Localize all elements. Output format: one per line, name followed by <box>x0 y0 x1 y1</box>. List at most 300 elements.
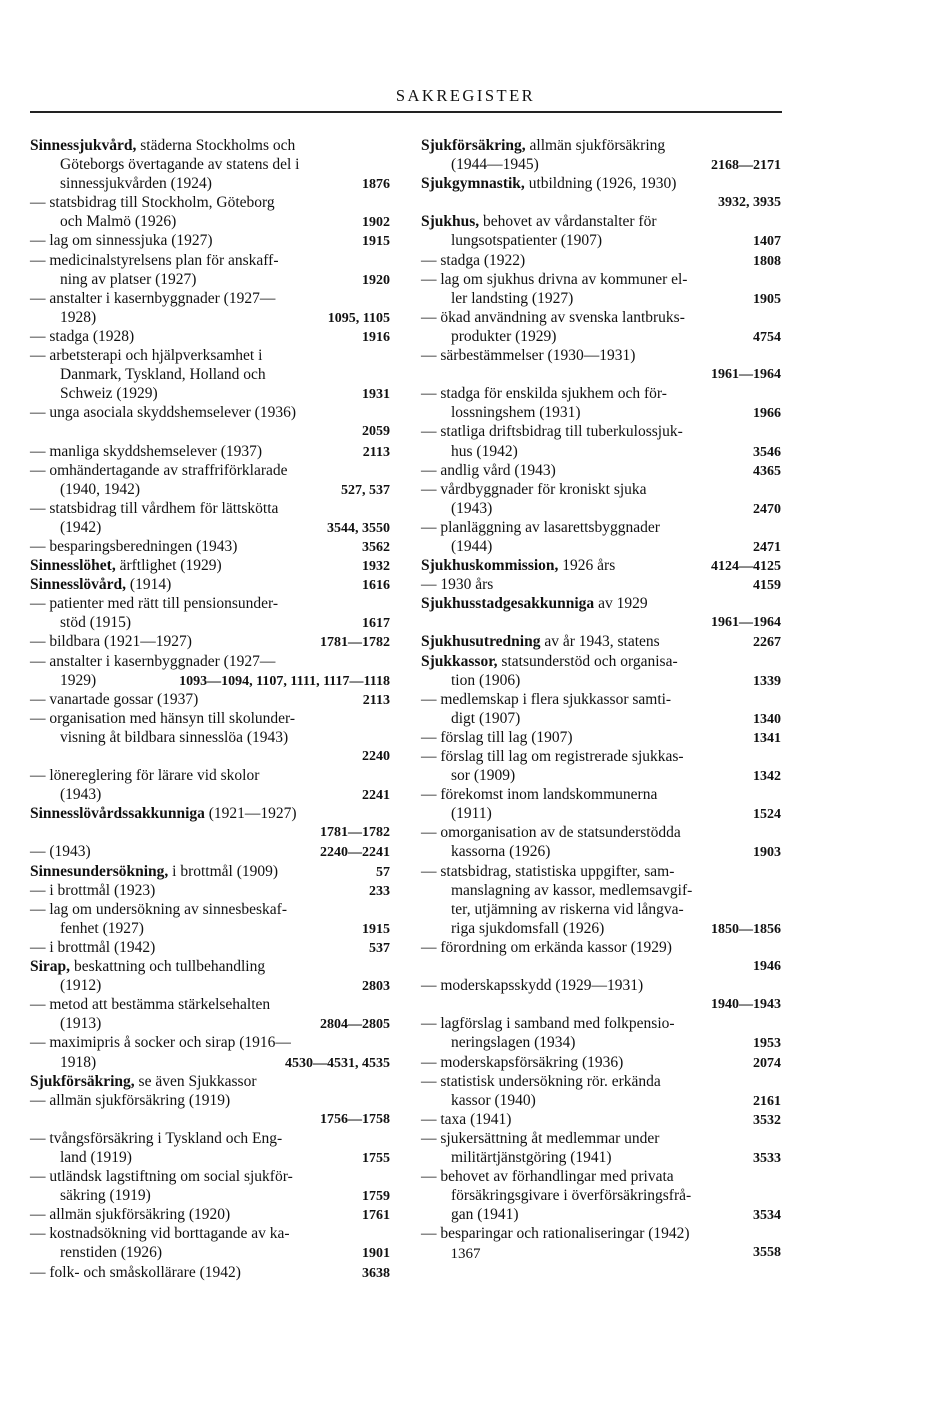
page-reference: 2074 <box>753 1055 781 1071</box>
entry-description: — 1930 års <box>421 576 494 594</box>
entry-description: ärftlighet (1929) <box>115 557 222 575</box>
index-entry <box>30 1072 390 1091</box>
index-line <box>421 957 781 976</box>
index-entry <box>421 690 781 728</box>
index-line <box>421 1186 781 1205</box>
index-line <box>30 1091 390 1110</box>
entry-text <box>30 442 262 461</box>
index-entry <box>30 652 390 690</box>
entry-text <box>60 155 299 174</box>
index-line <box>421 747 781 766</box>
index-entry <box>30 442 390 461</box>
index-line <box>421 251 781 270</box>
entry-description: manslagning av kassor, medlemsavgif- <box>451 881 693 899</box>
index-line <box>30 1263 390 1282</box>
index-entry <box>30 900 390 938</box>
index-line <box>421 766 781 785</box>
page-reference: 1781—1782 <box>320 825 390 841</box>
entry-text <box>30 461 288 480</box>
page-reference: 1961—1964 <box>711 615 781 631</box>
entry-description: — utländsk lagstiftning om social sjukför- <box>30 1168 293 1186</box>
entry-description: allmän sjukförsäkring <box>525 137 666 154</box>
entry-text <box>30 632 192 651</box>
index-entry <box>421 747 781 785</box>
entry-description: — förslag till lag om registrerade sjukkas- <box>421 748 684 765</box>
page-reference: 1931 <box>362 387 390 403</box>
index-entry <box>30 575 390 594</box>
entry-description: — lagförslag i samband med folkpensio- <box>421 1015 675 1033</box>
index-line <box>421 1148 781 1167</box>
entry-text <box>451 499 492 518</box>
index-line <box>30 422 390 441</box>
page-reference: 1915 <box>362 921 390 937</box>
index-entry <box>421 384 781 422</box>
entry-text <box>421 1053 623 1072</box>
index-entry <box>421 1014 781 1052</box>
index-line <box>30 900 390 919</box>
index-line <box>421 900 781 919</box>
page-reference: 1940—1943 <box>711 997 781 1013</box>
entry-description: 1929) <box>60 671 97 689</box>
index-line <box>30 365 390 384</box>
index-line <box>421 1167 781 1186</box>
index-entry <box>30 766 390 804</box>
index-line <box>421 976 781 995</box>
entry-description: — lag om sjukhus drivna av kommuner el- <box>421 270 688 288</box>
index-line <box>421 308 781 327</box>
entry-description: — statsbidrag till Stockholm, Göteborg <box>30 194 275 212</box>
index-line <box>421 690 781 709</box>
entry-description: sinnessjukvården (1924) <box>60 175 212 193</box>
entry-description: — bildbara (1921—1927) <box>30 633 192 651</box>
entry-description: ler landsting (1927) <box>451 289 574 307</box>
entry-text <box>60 976 101 995</box>
page-reference: 4754 <box>753 329 781 345</box>
index-line <box>421 193 781 212</box>
index-entry <box>30 537 390 556</box>
index-entry <box>421 632 781 651</box>
index-line <box>421 537 781 556</box>
entry-description: lossningshem (1931) <box>451 404 581 422</box>
page-reference: 4365 <box>753 463 781 479</box>
entry-text <box>60 1053 96 1072</box>
entry-description: — taxa (1941) <box>421 1110 512 1128</box>
index-line <box>30 289 390 308</box>
index-line <box>421 346 781 365</box>
entry-text <box>30 1033 291 1052</box>
index-entry <box>421 136 781 174</box>
entry-description: 1926 års <box>558 557 616 575</box>
headword: Sjukhus, <box>421 213 480 231</box>
index-line <box>30 823 390 842</box>
index-line <box>421 804 781 823</box>
index-line <box>30 155 390 174</box>
entry-text <box>451 1091 536 1110</box>
index-entry <box>30 709 390 766</box>
entry-text <box>421 652 678 671</box>
entry-text <box>60 1186 151 1205</box>
index-line <box>30 995 390 1014</box>
entry-description: ter, utjämning av riskerna vid långva- <box>451 900 684 918</box>
entry-text <box>30 1167 293 1186</box>
index-entry <box>421 556 781 575</box>
headword: Sjukförsäkring, <box>30 1072 135 1090</box>
page-reference: 2059 <box>362 424 390 440</box>
page-reference: 57 <box>376 864 390 880</box>
entry-description: — vårdbyggnader för kroniskt sjuka <box>421 480 647 498</box>
entry-text <box>60 212 176 231</box>
entry-text <box>30 193 275 212</box>
index-line <box>30 976 390 995</box>
index-entry <box>30 1129 390 1167</box>
index-entry <box>421 1072 781 1110</box>
entry-description: — förslag till lag (1907) <box>421 728 573 746</box>
page-reference: 1850—1856 <box>711 921 781 937</box>
entry-text <box>421 1224 690 1243</box>
entry-description: (1912) <box>60 977 102 995</box>
page-reference: 4124—4125 <box>711 559 781 575</box>
index-entry <box>30 995 390 1033</box>
entry-text <box>421 1014 675 1033</box>
entry-description: — planläggning av lasarettsbyggnader <box>421 518 660 536</box>
index-line <box>421 1072 781 1091</box>
index-entry <box>30 251 390 289</box>
entry-text <box>451 289 573 308</box>
index-line <box>30 442 390 461</box>
page-reference: 1903 <box>753 845 781 861</box>
index-line <box>421 881 781 900</box>
entry-text <box>421 1072 661 1091</box>
entry-text <box>421 518 660 537</box>
index-line <box>30 1129 390 1148</box>
index-line <box>421 938 781 957</box>
index-entry <box>421 308 781 346</box>
entry-text <box>451 403 581 422</box>
entry-description: av år 1943, statens <box>540 633 660 651</box>
index-entry <box>421 422 781 460</box>
entry-text <box>30 537 237 556</box>
entry-text <box>30 1072 256 1091</box>
headword: Sjukhusutredning <box>421 633 541 651</box>
entry-text <box>451 537 492 556</box>
headword: Sinnessjukvård, <box>30 137 137 154</box>
index-line <box>421 270 781 289</box>
index-line <box>30 804 390 823</box>
entry-description: av 1929 <box>594 595 648 613</box>
entry-description: (1943) <box>451 499 493 517</box>
entry-text <box>451 1205 519 1224</box>
index-entry <box>30 136 390 193</box>
entry-description: — metod att bestämma stärkelsehalten <box>30 996 271 1014</box>
entry-description: — förekomst inom landskommunerna <box>421 786 658 804</box>
index-line <box>421 919 781 938</box>
index-line <box>421 632 781 651</box>
entry-text <box>421 346 635 365</box>
index-line <box>30 957 390 976</box>
index-line <box>30 1186 390 1205</box>
page-reference: 1961—1964 <box>711 367 781 383</box>
index-entry <box>421 862 781 938</box>
entry-description: — moderskapsskydd (1929—1931) <box>421 977 644 995</box>
index-entry <box>421 1167 781 1224</box>
entry-text <box>421 575 493 594</box>
entry-description: — unga asociala skyddshemselever (1936) <box>30 404 297 422</box>
headword: Sjukgymnastik, <box>421 175 525 193</box>
index-line <box>30 480 390 499</box>
entry-text <box>451 842 550 861</box>
entry-text <box>30 556 222 575</box>
index-line <box>30 862 390 881</box>
index-line <box>421 785 781 804</box>
entry-text <box>30 594 278 613</box>
entry-description: lungsotspatienter (1907) <box>451 232 603 250</box>
index-entry <box>30 1167 390 1205</box>
index-entry <box>30 1033 390 1071</box>
index-line <box>30 785 390 804</box>
index-line <box>30 308 390 327</box>
index-entry <box>30 1205 390 1224</box>
index-entry <box>421 976 781 1014</box>
header-rule <box>30 111 782 113</box>
entry-text <box>421 690 671 709</box>
entry-text <box>30 1091 230 1110</box>
entry-description: — i brottmål (1942) <box>30 938 156 956</box>
index-entry <box>421 346 781 384</box>
index-line <box>30 1167 390 1186</box>
entry-description: se även Sjukkassor <box>134 1072 257 1090</box>
index-line <box>30 1014 390 1033</box>
entry-text <box>451 804 492 823</box>
entry-description: — statsbidrag till vårdhem för lättskötta <box>30 499 279 517</box>
index-line <box>30 632 390 651</box>
entry-text <box>451 155 539 174</box>
page-reference: 2240—2241 <box>320 845 390 861</box>
index-entry <box>421 212 781 250</box>
headword: Sinnesundersökning, <box>30 862 169 880</box>
page-reference: 3638 <box>362 1265 390 1281</box>
page-reference: 1901 <box>362 1246 390 1262</box>
entry-text <box>421 862 674 881</box>
page-reference: 1953 <box>753 1036 781 1052</box>
page-reference: 1916 <box>362 329 390 345</box>
entry-description: kassorna (1926) <box>451 843 551 861</box>
entry-description: — andlig vård (1943) <box>421 461 556 479</box>
page-reference: 1808 <box>753 253 781 269</box>
index-entry <box>30 957 390 995</box>
index-entry <box>30 690 390 709</box>
entry-text <box>421 136 665 155</box>
index-entry <box>30 804 390 842</box>
index-line <box>421 499 781 518</box>
entry-description: — statistisk undersökning rör. erkända <box>421 1072 661 1090</box>
index-line <box>30 652 390 671</box>
entry-text <box>421 1110 511 1129</box>
page-reference: 2113 <box>362 444 390 460</box>
index-entry <box>421 1129 781 1167</box>
index-line <box>30 270 390 289</box>
page-reference: 1342 <box>753 769 781 785</box>
index-line <box>30 1205 390 1224</box>
entry-text <box>30 881 155 900</box>
index-line <box>30 1072 390 1091</box>
entry-description: beskattning och tullbehandling <box>70 958 266 976</box>
page-reference: 1339 <box>753 673 781 689</box>
entry-description: (1942) <box>60 518 102 536</box>
headword: Sjukhuskommission, <box>421 557 559 575</box>
entry-text <box>421 308 685 327</box>
entry-description: visning åt bildbara sinnesslöa (1943) <box>60 728 289 746</box>
index-entry <box>421 480 781 518</box>
index-line <box>30 193 390 212</box>
index-entry <box>30 193 390 231</box>
index-line <box>30 1110 390 1129</box>
entry-text <box>30 251 279 270</box>
page-reference: 2804—2805 <box>320 1017 390 1033</box>
index-line <box>30 747 390 766</box>
index-line <box>30 461 390 480</box>
index-line <box>30 212 390 231</box>
index-line <box>421 709 781 728</box>
entry-description: militärtjänstgöring (1941) <box>451 1148 612 1166</box>
index-entry <box>30 556 390 575</box>
index-line <box>30 881 390 900</box>
page-reference: 1617 <box>362 616 390 632</box>
entry-text <box>421 1167 674 1186</box>
page-reference: 2470 <box>753 501 781 517</box>
entry-description: — folk- och småskollärare (1942) <box>30 1263 241 1281</box>
index-line <box>30 327 390 346</box>
entry-description: 1928) <box>60 308 97 326</box>
entry-description: — (1943) <box>30 843 91 861</box>
index-line <box>30 556 390 575</box>
entry-description: 1918) <box>60 1053 97 1071</box>
entry-text <box>30 690 198 709</box>
entry-text <box>421 384 667 403</box>
entry-description: — sjukersättning åt medlemmar under <box>421 1129 660 1147</box>
entry-description: (1940, 1942) <box>60 480 141 498</box>
index-line <box>30 938 390 957</box>
entry-text <box>451 709 520 728</box>
entry-text <box>60 308 96 327</box>
page-reference: 1920 <box>362 272 390 288</box>
index-entry <box>421 575 781 594</box>
entry-description: — vanartade gossar (1937) <box>30 690 199 708</box>
entry-description: tion (1906) <box>451 671 521 689</box>
entry-description: land (1919) <box>60 1148 132 1166</box>
entry-description: — arbetsterapi och hjälpverksamhet i <box>30 347 263 365</box>
page-reference: 1759 <box>362 1189 390 1205</box>
page-reference: 3562 <box>362 539 390 555</box>
entry-text <box>451 231 602 250</box>
entry-text <box>451 442 518 461</box>
page-reference: 2113 <box>362 692 390 708</box>
entry-description: (1943) <box>60 786 102 804</box>
index-entry <box>30 862 390 881</box>
index-entry <box>421 652 781 690</box>
index-line <box>30 403 390 422</box>
entry-description: stöd (1915) <box>60 614 132 632</box>
entry-text <box>30 327 134 346</box>
index-line <box>30 384 390 403</box>
index-line <box>421 862 781 881</box>
index-line <box>30 671 390 690</box>
entry-description: utbildning (1926, 1930) <box>524 175 677 193</box>
entry-text <box>30 804 297 823</box>
entry-description: — ökad användning av svenska lantbruks- <box>421 308 685 326</box>
headword: Sinnesslövårdssakkunniga <box>30 805 205 823</box>
page-reference: 3533 <box>753 1150 781 1166</box>
index-entry <box>30 632 390 651</box>
index-entry <box>30 594 390 632</box>
entry-description: — medicinalstyrelsens plan för anskaff- <box>30 251 279 269</box>
index-line <box>421 231 781 250</box>
entry-text <box>60 480 140 499</box>
entry-description: — i brottmål (1923) <box>30 881 156 899</box>
entry-text <box>30 499 278 518</box>
entry-text <box>60 270 196 289</box>
page-reference: 4159 <box>753 578 781 594</box>
entry-description: produkter (1929) <box>451 327 557 345</box>
entry-text <box>30 1205 230 1224</box>
index-line <box>421 422 781 441</box>
index-entry <box>421 174 781 212</box>
entry-description: — förordning om erkända kassor (1929) <box>421 938 672 956</box>
entry-text <box>30 403 296 422</box>
entry-text <box>421 556 615 575</box>
entry-text <box>451 766 515 785</box>
entry-text <box>30 957 265 976</box>
index-line <box>421 1110 781 1129</box>
page-reference: 1915 <box>362 234 390 250</box>
entry-description: Göteborgs övertagande av statens del i <box>60 156 300 174</box>
index-line <box>421 671 781 690</box>
entry-description: och Malmö (1926) <box>60 213 177 231</box>
entry-description: — statsbidrag, statistiska uppgifter, sam- <box>421 862 675 880</box>
index-line <box>421 823 781 842</box>
entry-text <box>421 1129 659 1148</box>
page-reference: 2240 <box>362 749 390 764</box>
page-reference: 537 <box>369 940 390 956</box>
entry-text <box>60 728 288 747</box>
entry-text <box>30 652 275 671</box>
page-reference: 2803 <box>362 979 390 995</box>
index-entry <box>30 1263 390 1282</box>
entry-description: (1944—1945) <box>451 156 539 174</box>
index-entry <box>421 938 781 976</box>
index-line <box>421 594 781 613</box>
index-line <box>421 995 781 1014</box>
index-line <box>30 1053 390 1072</box>
index-entry <box>30 346 390 403</box>
entry-description: (1914) <box>126 576 172 594</box>
page-reference: 1093—1094, 1107, 1111, 1117—1118 <box>179 673 390 689</box>
entry-text <box>421 785 657 804</box>
page-reference: 2168—2171 <box>711 158 781 174</box>
index-line <box>30 251 390 270</box>
entry-description: riga sjukdomsfall (1926) <box>451 919 605 937</box>
entry-description: — stadga (1922) <box>421 251 526 269</box>
index-entry <box>421 594 781 632</box>
entry-text <box>421 594 648 613</box>
entry-description: — stadga (1928) <box>30 327 135 345</box>
entry-description: kassor (1940) <box>451 1091 536 1109</box>
page-reference: 1761 <box>362 1208 390 1224</box>
index-entry <box>421 1110 781 1129</box>
index-line <box>30 231 390 250</box>
entry-text <box>30 1263 241 1282</box>
index-line <box>421 613 781 632</box>
index-line <box>421 728 781 747</box>
